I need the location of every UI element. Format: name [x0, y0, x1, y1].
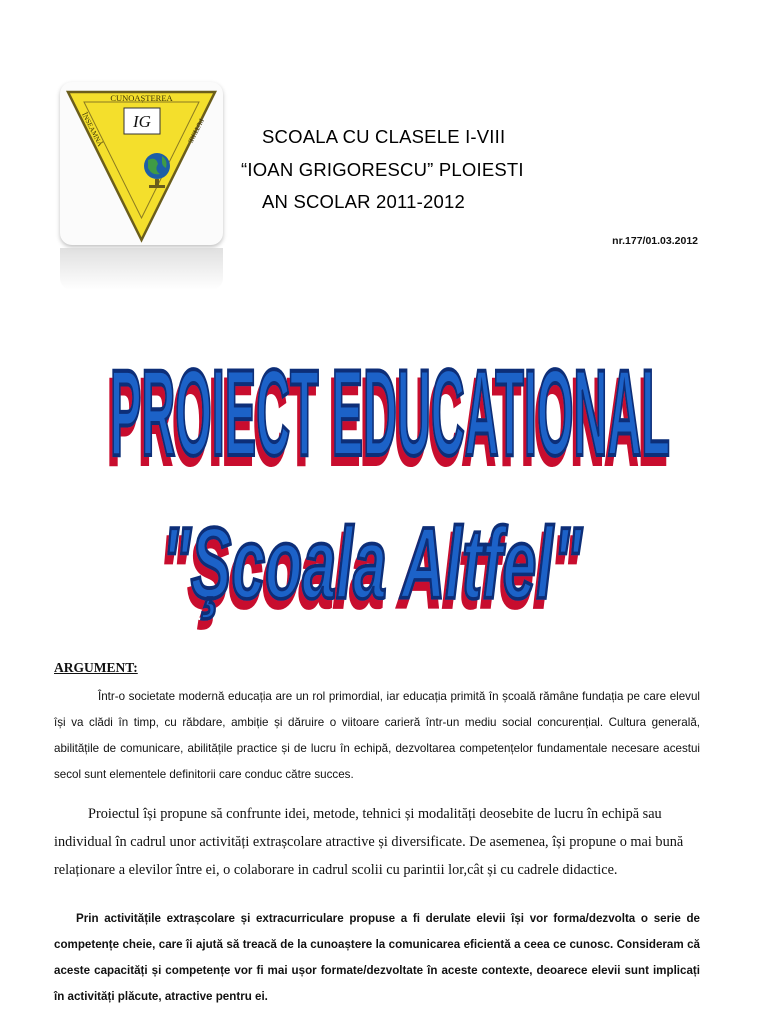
school-type: SCOALA CU CLASELE I-VIII: [262, 126, 506, 147]
registration-number: nr.177/01.03.2012: [612, 235, 698, 247]
logo-left-text: ÎNSEAMNĂ: [80, 111, 105, 148]
title-line-2: "Şcoala Altfel": [161, 505, 584, 621]
school-name: “IOAN GRIGORESCU” PLOIESTI: [241, 159, 524, 180]
logo-monogram: IG: [133, 112, 151, 131]
logo-ring-text: CUNOAȘTEREA: [110, 93, 173, 103]
argument-paragraph-2: Proiectul își propune să confrunte idei, metode, tehnici și modalități deosebite de lucru în echipă sau individual în cadrul unor activități extrașcolare atractive și diversificate. De asemenea, își propune o mai bună relaționare a elevilor între ei, o colaborare in cadrul scolii cu parintii lor,cât și cu cadrele didactice.: [54, 806, 684, 878]
title-line-1: PROIECT EDUCATIONAL: [110, 344, 670, 482]
argument-paragraph-1: Într-o societate modernă educația are un rol primordial, iar educația primită în școală rămâne fundația pe care elevul își va clădi în timp, cu răbdare, ambiție și dăruire o viitoare carieră într-un mediu social concurențial. Cultura generală, abilitățile de comunicare, abilitățile practice și de lucru în echipă, dezvoltarea competențelor fundamentale necesare acestui secol sunt elementele definitorii care conduc către succes.: [54, 690, 700, 781]
argument-paragraph-3: Prin activitățile extrașcolare și extracurriculare propuse a fi derulate elevii își vor forma/dezvolta o serie de competențe cheie, care îi ajută să treacă de la cunoaștere la comunicarea eficientă a ceea ce cunosc. Consideram că aceste capacități și competențe vor fi mai ușor formate/dezvoltate în aceste contexte, deoarece elevii sunt implicați în activități plăcute, atractive pentru ei.: [54, 912, 700, 1003]
logo-right-text: PUTERE: [186, 117, 206, 145]
argument-heading: ARGUMENT:: [54, 660, 138, 675]
school-year: AN SCOLAR 2011-2012: [262, 191, 465, 212]
